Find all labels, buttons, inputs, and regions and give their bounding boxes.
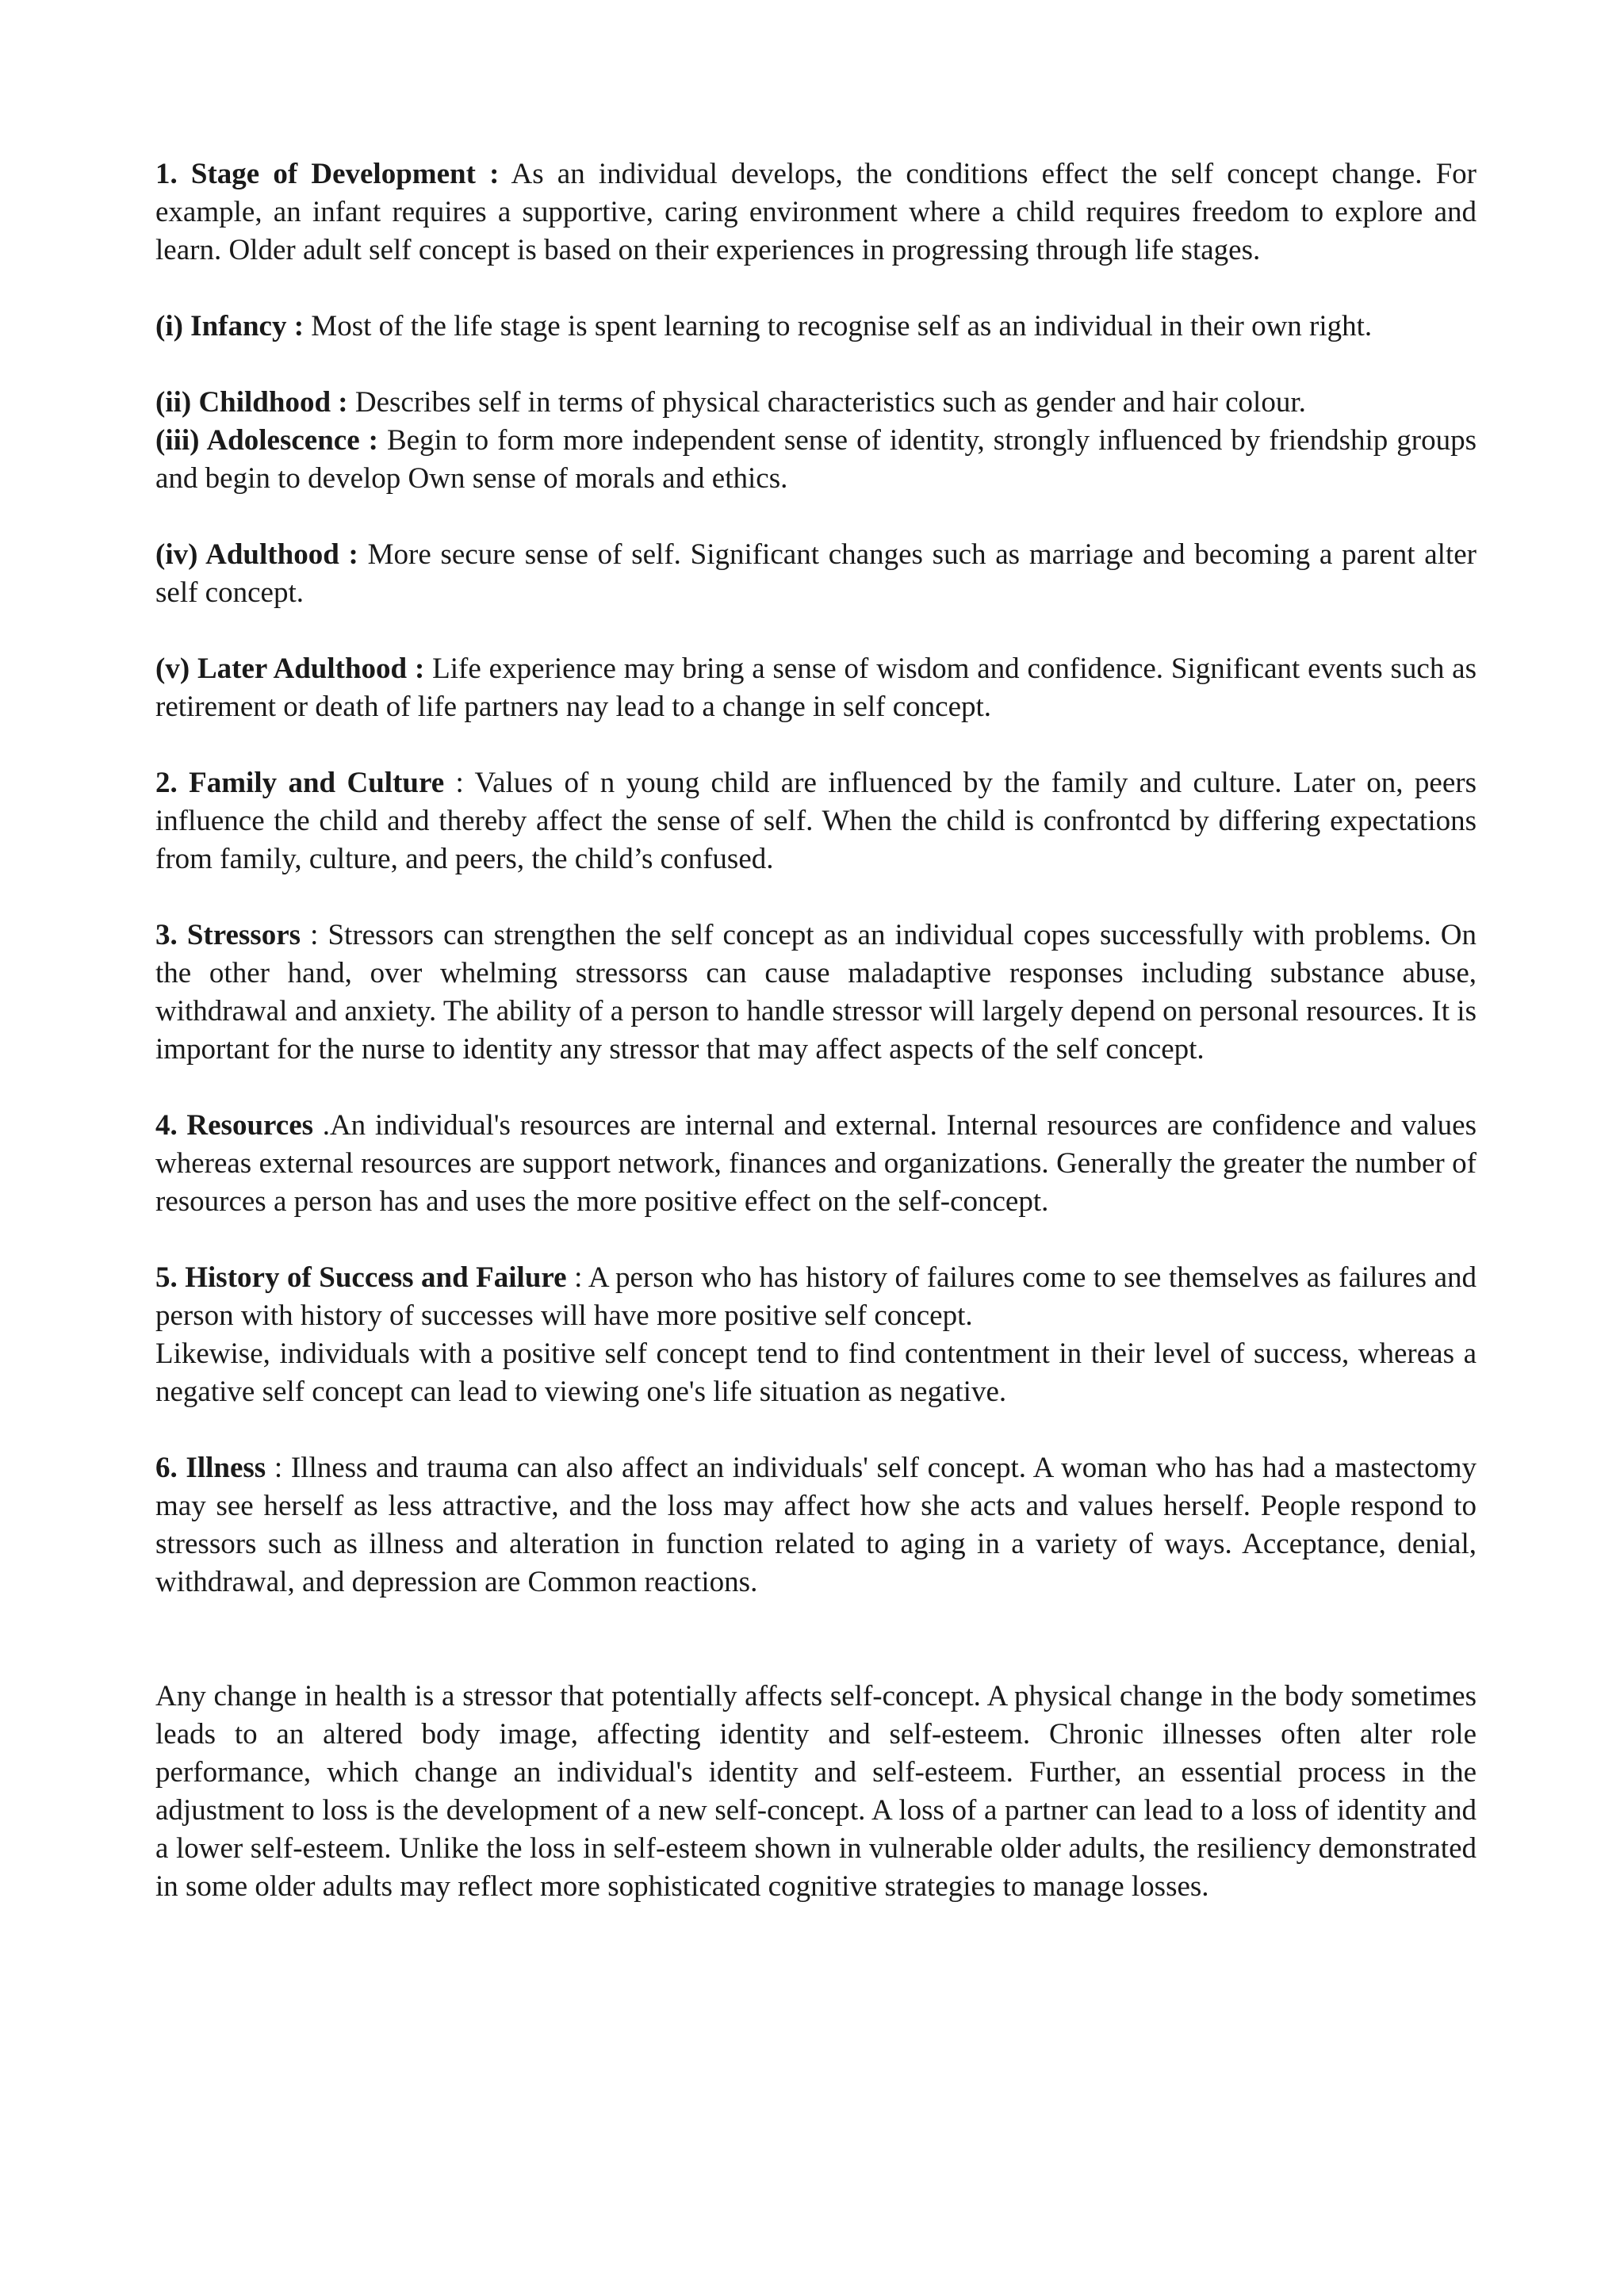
paragraph-stage-of-development <box>155 155 1477 270</box>
heading-childhood: (ii) Childhood : <box>155 386 348 419</box>
heading-stressors: 3. Stressors <box>155 919 301 951</box>
paragraph-closing <box>155 1678 1477 1906</box>
body-later-adulthood: Life experience may bring a sense of wisdom and confidence. Significant events such as retirement or death of life partners nay lead to a change in self concept. <box>155 652 1477 723</box>
heading-later-adulthood: (v) Later Adulthood : <box>155 652 425 685</box>
paragraph-history <box>155 1259 1477 1335</box>
paragraph-adulthood <box>155 536 1477 612</box>
body-family-culture: : Values of n young child are influenced by the family and culture. Later on, peers influence the child and thereby affect the sense of self. When the child is confrontcd by differing expectations from family, culture, and peers, the child’s confused. <box>155 767 1477 875</box>
body-illness: : Illness and trauma can also affect an individuals' self concept. A woman who has had a mastectomy may see herself as less attractive, and the loss may affect how she acts and values herself. People respond to stressors such as illness and alteration in function related to aging in a variety of ways. Acceptance, denial, withdrawal, and depression are Common reactions. <box>155 1452 1477 1598</box>
body-adolescence: Begin to form more independent sense of identity, strongly influenced by friendship groups and begin to develop Own sense of morals and ethics. <box>155 424 1477 495</box>
body-adulthood: More secure sense of self. Significant changes such as marriage and becoming a parent alter self concept. <box>155 538 1477 609</box>
paragraph-later-adulthood <box>155 650 1477 726</box>
heading-adolescence: (iii) Adolescence : <box>155 424 378 457</box>
paragraph-family-culture <box>155 764 1477 878</box>
heading-resources: 4. Resources <box>155 1109 314 1142</box>
body-stage-of-development: As an individual develops, the conditions effect the self concept change. For example, an infant requires a supportive, caring environment where a child requires freedom to explore and learn. Older adult self concept is based on their experiences in progressing through life stages. <box>155 158 1477 266</box>
heading-illness: 6. Illness <box>155 1452 266 1484</box>
body-resources: .An individual's resources are internal and external. Internal resources are confidence and values whereas external resources are support network, finances and organizations. Generally the greater the number of resources a person has and uses the more positive effect on the self-concept. <box>155 1109 1477 1218</box>
heading-family-culture: 2. Family and Culture <box>155 767 445 799</box>
body-history: : A person who has history of failures come to see themselves as failures and person with history of successes will have more positive self concept. <box>155 1261 1477 1332</box>
paragraph-history-continued <box>155 1335 1477 1411</box>
body-closing: Any change in health is a stressor that potentially affects self-concept. A physical change in the body sometimes leads to an altered body image, affecting identity and self-esteem. Chronic illnesses often alter role performance, which change an individual's identity and self-esteem. Further, an essential process in the adjustment to loss is the development of a new self-concept. A loss of a partner can lead to a loss of identity and a lower self-esteem. Unlike the loss in self-esteem shown in vulnerable older adults, the resiliency demonstrated in some older adults may reflect more sophisticated cognitive strategies to manage losses. <box>155 1680 1477 1903</box>
heading-infancy: (i) Infancy : <box>155 310 304 342</box>
body-history-continued: Likewise, individuals with a positive self concept tend to find contentment in their level of success, whereas a negative self concept can lead to viewing one's life situation as negative. <box>155 1337 1477 1408</box>
body-stressors: : Stressors can strengthen the self concept as an individual copes successfully with problems. On the other hand, over whelming stressorss can cause maladaptive responses including substance abuse, withdrawal and anxiety. The ability of a person to handle stressor will largely depend on personal resources. It is important for the nurse to identity any stressor that may affect aspects of the self concept. <box>155 919 1477 1066</box>
document-page <box>155 155 1477 1906</box>
paragraph-stressors <box>155 916 1477 1069</box>
heading-history: 5. History of Success and Failure <box>155 1261 567 1294</box>
heading-adulthood: (iv) Adulthood : <box>155 538 358 571</box>
body-infancy: Most of the life stage is spent learning to recognise self as an individual in their own right. <box>304 310 1373 342</box>
paragraph-illness <box>155 1449 1477 1601</box>
paragraph-resources <box>155 1107 1477 1221</box>
paragraph-childhood <box>155 384 1477 422</box>
heading-stage-of-development: 1. Stage of Development : <box>155 158 500 190</box>
paragraph-infancy <box>155 308 1477 346</box>
body-childhood: Describes self in terms of physical characteristics such as gender and hair colour. <box>347 386 1306 419</box>
paragraph-adolescence <box>155 422 1477 498</box>
